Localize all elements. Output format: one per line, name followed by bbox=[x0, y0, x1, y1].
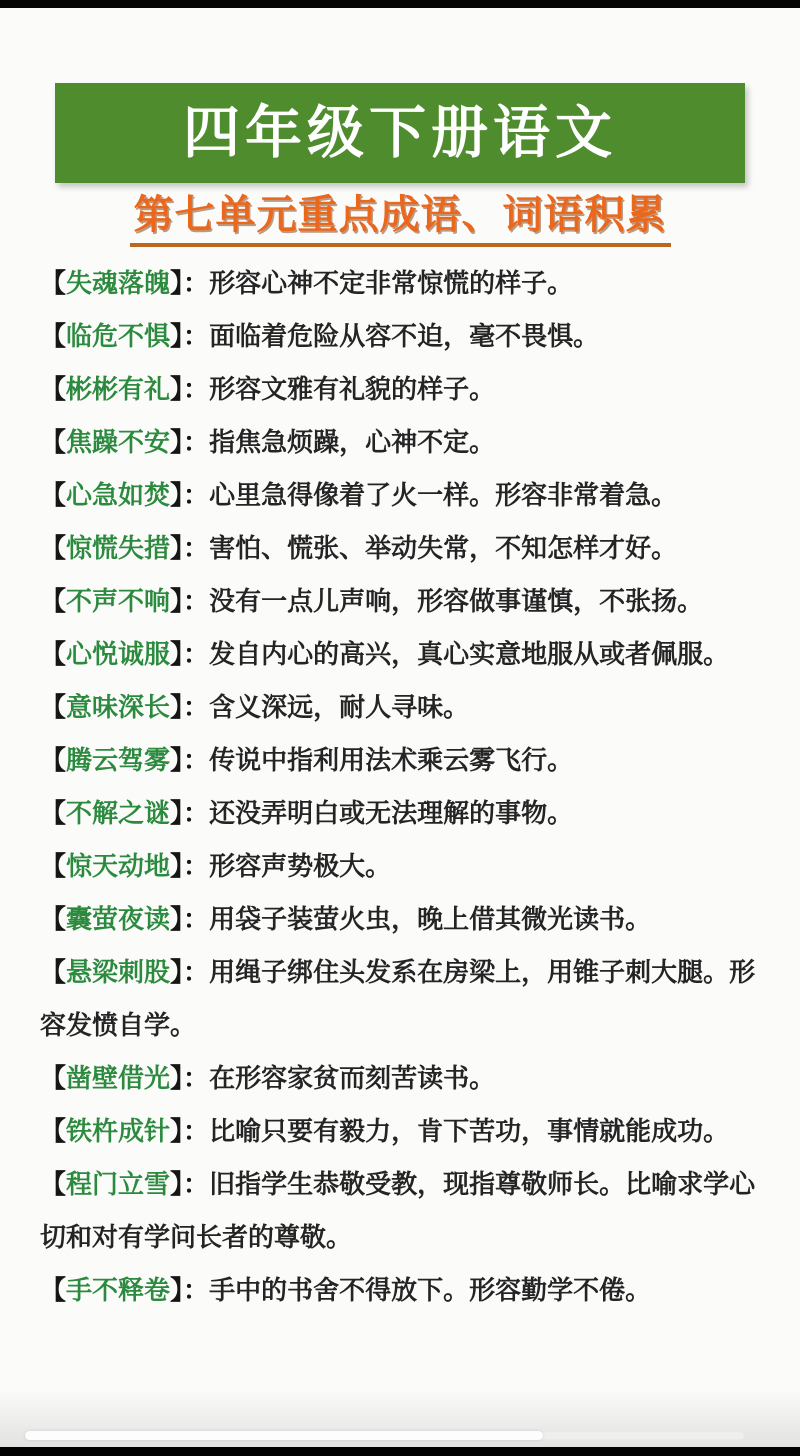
colon-separator: ： bbox=[183, 268, 210, 298]
open-bracket: 【 bbox=[40, 957, 67, 987]
open-bracket: 【 bbox=[40, 798, 67, 828]
idiom-entry bbox=[40, 840, 764, 893]
open-bracket: 【 bbox=[40, 692, 67, 722]
close-bracket: 】 bbox=[170, 586, 184, 616]
idiom-definition: 手中的书舍不得放下。形容勤学不倦。 bbox=[209, 1275, 652, 1305]
close-bracket: 】 bbox=[170, 904, 184, 934]
idiom-definition: 用袋子装萤火虫，晚上借其微光读书。 bbox=[209, 904, 652, 934]
colon-separator: ： bbox=[183, 321, 210, 351]
idiom-entry bbox=[40, 575, 764, 628]
idiom-term: 临危不惧 bbox=[66, 321, 171, 351]
colon-separator: ： bbox=[183, 1169, 210, 1199]
idiom-term: 失魂落魄 bbox=[66, 268, 171, 298]
open-bracket: 【 bbox=[40, 268, 67, 298]
idiom-term: 心急如焚 bbox=[66, 480, 171, 510]
idiom-definition: 害怕、慌张、举动失常，不知怎样才好。 bbox=[209, 533, 678, 563]
close-bracket: 】 bbox=[170, 851, 184, 881]
idiom-term: 腾云驾雾 bbox=[66, 745, 171, 775]
top-letterbox-bar bbox=[0, 0, 800, 8]
colon-separator: ： bbox=[183, 427, 210, 457]
idiom-entry bbox=[40, 893, 764, 946]
close-bracket: 】 bbox=[170, 639, 184, 669]
open-bracket: 【 bbox=[40, 1169, 67, 1199]
idiom-definition: 还没弄明白或无法理解的事物。 bbox=[209, 798, 574, 828]
video-progress-bar[interactable] bbox=[25, 1431, 745, 1440]
idiom-entry bbox=[40, 734, 764, 787]
colon-separator: ： bbox=[183, 851, 210, 881]
idiom-definition: 形容文雅有礼貌的样子。 bbox=[209, 374, 496, 404]
colon-separator: ： bbox=[183, 798, 210, 828]
idiom-term: 惊天动地 bbox=[66, 851, 171, 881]
idiom-entry bbox=[40, 363, 764, 416]
open-bracket: 【 bbox=[40, 480, 67, 510]
open-bracket: 【 bbox=[40, 904, 67, 934]
idiom-term: 凿壁借光 bbox=[66, 1063, 171, 1093]
colon-separator: ： bbox=[183, 639, 210, 669]
idiom-entry bbox=[40, 681, 764, 734]
idiom-term: 焦躁不安 bbox=[66, 427, 171, 457]
open-bracket: 【 bbox=[40, 1063, 67, 1093]
idiom-term: 心悦诚服 bbox=[66, 639, 171, 669]
open-bracket: 【 bbox=[40, 639, 67, 669]
close-bracket: 】 bbox=[170, 745, 184, 775]
idiom-list bbox=[40, 257, 764, 1317]
idiom-definition: 形容心神不定非常惊慌的样子。 bbox=[209, 268, 574, 298]
idiom-entry bbox=[40, 946, 764, 1052]
title-banner bbox=[55, 83, 745, 183]
idiom-entry bbox=[40, 1052, 764, 1105]
idiom-term: 程门立雪 bbox=[66, 1169, 171, 1199]
colon-separator: ： bbox=[183, 480, 210, 510]
colon-separator: ： bbox=[183, 745, 210, 775]
colon-separator: ： bbox=[183, 586, 210, 616]
idiom-definition: 用绳子绑住头发系在房梁上，用锥子刺大腿。形容发愤自学。 bbox=[40, 957, 756, 1040]
idiom-definition: 发自内心的高兴，真心实意地服从或者佩服。 bbox=[209, 639, 730, 669]
open-bracket: 【 bbox=[40, 374, 67, 404]
open-bracket: 【 bbox=[40, 427, 67, 457]
open-bracket: 【 bbox=[40, 1116, 67, 1146]
idiom-definition: 面临着危险从容不迫，毫不畏惧。 bbox=[209, 321, 600, 351]
idiom-entry bbox=[40, 787, 764, 840]
idiom-definition: 旧指学生恭敬受教，现指尊敬师长。比喻求学心切和对有学问长者的尊敬。 bbox=[40, 1169, 756, 1252]
close-bracket: 】 bbox=[170, 957, 184, 987]
idiom-entry bbox=[40, 1158, 764, 1264]
open-bracket: 【 bbox=[40, 321, 67, 351]
close-bracket: 】 bbox=[170, 1063, 184, 1093]
open-bracket: 【 bbox=[40, 851, 67, 881]
colon-separator: ： bbox=[183, 533, 210, 563]
idiom-definition: 没有一点儿声响，形容做事谨慎，不张扬。 bbox=[209, 586, 704, 616]
close-bracket: 】 bbox=[170, 268, 184, 298]
idiom-definition: 形容声势极大。 bbox=[209, 851, 392, 881]
idiom-term: 囊萤夜读 bbox=[66, 904, 171, 934]
close-bracket: 】 bbox=[170, 480, 184, 510]
close-bracket: 】 bbox=[170, 1169, 184, 1199]
open-bracket: 【 bbox=[40, 533, 67, 563]
idiom-entry bbox=[40, 522, 764, 575]
unit-subtitle: 第七单元重点成语、词语积累 bbox=[130, 192, 671, 247]
close-bracket: 】 bbox=[170, 1275, 184, 1305]
open-bracket: 【 bbox=[40, 586, 67, 616]
colon-separator: ： bbox=[183, 374, 210, 404]
colon-separator: ： bbox=[183, 957, 210, 987]
idiom-term: 不解之谜 bbox=[66, 798, 171, 828]
idiom-term: 意味深长 bbox=[66, 692, 171, 722]
close-bracket: 】 bbox=[170, 533, 184, 563]
colon-separator: ： bbox=[183, 904, 210, 934]
idiom-term: 惊慌失措 bbox=[66, 533, 171, 563]
idiom-definition: 在形容家贫而刻苦读书。 bbox=[209, 1063, 496, 1093]
bottom-letterbox-bar bbox=[0, 1447, 800, 1456]
idiom-definition: 指焦急烦躁，心神不定。 bbox=[209, 427, 496, 457]
idiom-entry bbox=[40, 1105, 764, 1158]
open-bracket: 【 bbox=[40, 745, 67, 775]
idiom-term: 不声不响 bbox=[66, 586, 171, 616]
colon-separator: ： bbox=[183, 1063, 210, 1093]
colon-separator: ： bbox=[183, 1116, 210, 1146]
idiom-entry bbox=[40, 257, 764, 310]
close-bracket: 】 bbox=[170, 798, 184, 828]
idiom-term: 彬彬有礼 bbox=[66, 374, 171, 404]
idiom-definition: 心里急得像着了火一样。形容非常着急。 bbox=[209, 480, 678, 510]
subtitle-row bbox=[0, 192, 800, 247]
idiom-entry bbox=[40, 469, 764, 522]
idiom-entry bbox=[40, 1264, 764, 1317]
page-title: 四年级下册语文 bbox=[183, 100, 617, 165]
colon-separator: ： bbox=[183, 692, 210, 722]
close-bracket: 】 bbox=[170, 1116, 184, 1146]
idiom-entry bbox=[40, 310, 764, 363]
idiom-entry bbox=[40, 628, 764, 681]
idiom-term: 铁杵成针 bbox=[66, 1116, 171, 1146]
close-bracket: 】 bbox=[170, 374, 184, 404]
idiom-entry bbox=[40, 416, 764, 469]
close-bracket: 】 bbox=[170, 427, 184, 457]
idiom-term: 悬梁刺股 bbox=[66, 957, 171, 987]
idiom-definition: 传说中指利用法术乘云雾飞行。 bbox=[209, 745, 574, 775]
open-bracket: 【 bbox=[40, 1275, 67, 1305]
video-progress-fill bbox=[25, 1431, 543, 1440]
idiom-definition: 比喻只要有毅力，肯下苦功，事情就能成功。 bbox=[209, 1116, 730, 1146]
close-bracket: 】 bbox=[170, 692, 184, 722]
idiom-term: 手不释卷 bbox=[66, 1275, 171, 1305]
idiom-definition: 含义深远，耐人寻味。 bbox=[209, 692, 470, 722]
colon-separator: ： bbox=[183, 1275, 210, 1305]
close-bracket: 】 bbox=[170, 321, 184, 351]
